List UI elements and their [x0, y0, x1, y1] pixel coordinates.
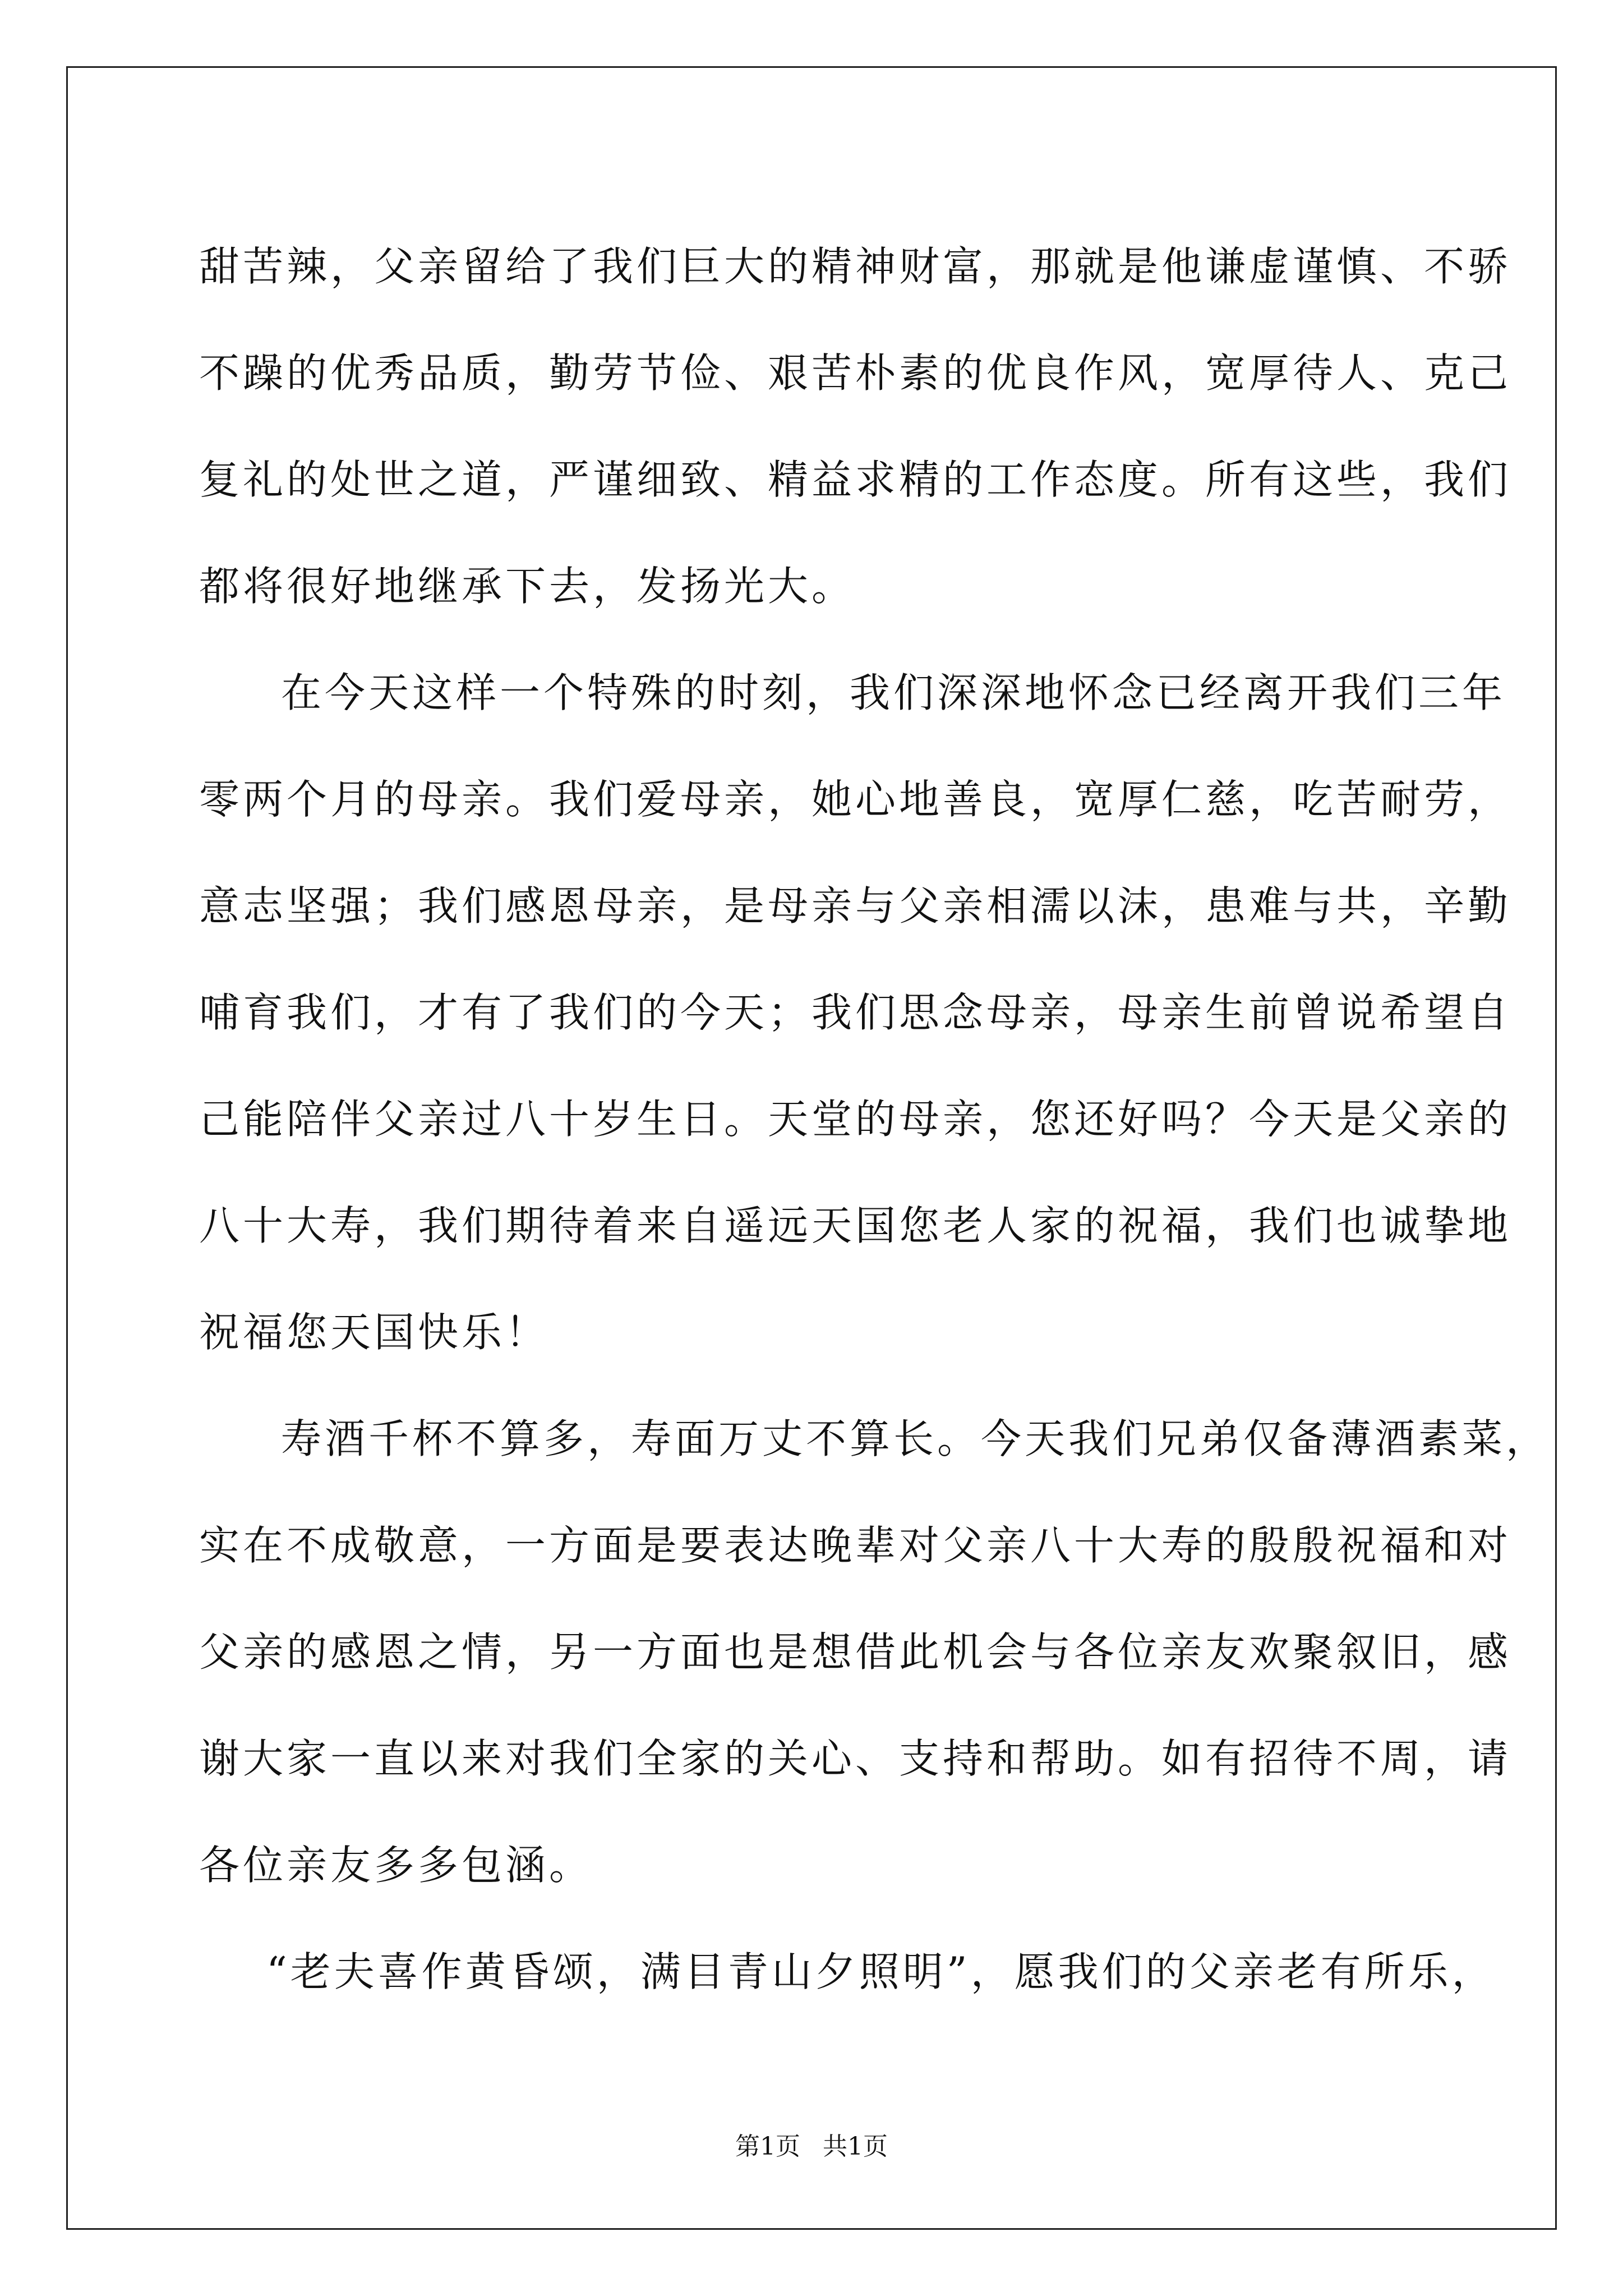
text-line: 甜苦辣，父亲留给了我们巨大的精神财富，那就是他谦虚谨慎、不骄 [199, 243, 1512, 290]
text-line: 复礼的处世之道，严谨细致、精益求精的工作态度。所有这些，我们 [199, 456, 1512, 503]
text-line: 父亲的感恩之情，另一方面也是想借此机会与各位亲友欢聚叙旧，感 [199, 1628, 1512, 1676]
text-line: 祝福您天国快乐！ [199, 1309, 550, 1356]
text-line: 意志坚强；我们感恩母亲，是母亲与父亲相濡以沫，患难与共，辛勤 [199, 882, 1512, 930]
document-body [199, 213, 1550, 2025]
page-footer [0, 2126, 1623, 2162]
page-number-current: 第1页 [735, 2132, 800, 2161]
text-line: 己能陪伴父亲过八十岁生日。天堂的母亲，您还好吗？今天是父亲的 [199, 1096, 1512, 1143]
text-line: 哺育我们，才有了我们的今天；我们思念母亲，母亲生前曾说希望自 [199, 989, 1512, 1036]
text-line: 都将很好地继承下去，发扬光大。 [199, 563, 856, 610]
text-line: 不躁的优秀品质，勤劳节俭、艰苦朴素的优良作风，宽厚待人、克己 [199, 349, 1512, 397]
text-line: 谢大家一直以来对我们全家的关心、支持和帮助。如有招待不周，请 [199, 1735, 1512, 1782]
paragraph-start-line: 在今天这样一个特殊的时刻，我们深深地怀念已经离开我们三年 [281, 669, 1506, 716]
text-line: 各位亲友多多包涵。 [199, 1842, 593, 1889]
text-line: 实在不成敬意，一方面是要表达晚辈对父亲八十大寿的殷殷祝福和对 [199, 1522, 1512, 1569]
paragraph-start-line: “老夫喜作黄昏颂，满目青山夕照明”，愿我们的父亲老有所乐， [266, 1948, 1496, 1995]
paragraph-start-line: 寿酒千杯不算多，寿面万丈不算长。今天我们兄弟仅备薄酒素菜， [281, 1415, 1550, 1462]
text-line: 八十大寿，我们期待着来自遥远天国您老人家的祝福，我们也诚挚地 [199, 1202, 1512, 1249]
text-line: 零两个月的母亲。我们爱母亲，她心地善良，宽厚仁慈，吃苦耐劳， [199, 776, 1512, 823]
page-number-total: 共1页 [823, 2132, 888, 2161]
